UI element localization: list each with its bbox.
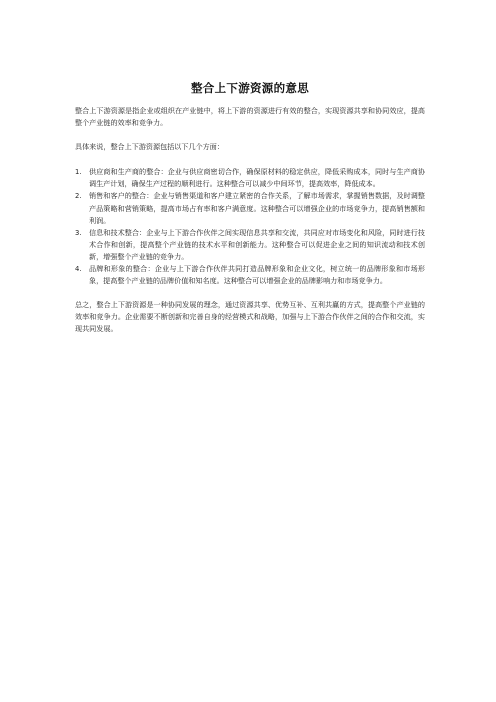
document-title: 整合上下游资源的意思 [191,81,309,95]
lead-paragraph: 具体来说，整合上下游资源包括以下几个方面： [75,142,224,152]
intro-paragraph: 整合上下游资源是指企业或组织在产业链中，将上下游的资源进行有效的整合，实现资源共享和协同效应，提高整个产业链的效率和竞争力。 [75,106,425,128]
list-item-text: 信息和技术整合：企业与上下游合作伙伴之间实现信息共享和交流，共同应对市场变化和风险，同时进行技术合作和创新，提高整个产业链的技术水平和创新能力。这种整合可以促进企业之间的知识流动和技术创新，增强整个产业链的竞争力。 [89,227,425,261]
list-item-text: 品牌和形象的整合：企业与上下游合作伙伴共同打造品牌形象和企业文化，树立统一的品牌形象和市场形象，提高整个产业链的品牌价值和知名度。这种整合可以增强企业的品牌影响力和市场竞争力。 [89,264,425,286]
list-item-text: 销售和客户的整合：企业与销售渠道和客户建立紧密的合作关系，了解市场需求，掌握销售数据，及时调整产品策略和营销策略，提高市场占有率和客户满意度。这种整合可以增强企业的市场竞争力，提高销售额和利润。 [89,191,425,225]
aspects-list [75,166,425,287]
list-item [75,263,425,287]
list-item [75,166,425,190]
list-item [75,190,425,226]
list-item-number: 4. [75,265,82,274]
document-body [75,80,425,336]
list-item-number: 1. [75,168,82,177]
conclusion-paragraph: 总之，整合上下游资源是一种协同发展的理念，通过资源共享、优势互补、互利共赢的方式，提高整个产业链的效率和竞争力。企业需要不断创新和完善自身的经营模式和战略，加强与上下游合作伙伴之间的合作和交流，实现共同发展。 [75,300,425,334]
list-item [75,227,425,263]
list-item-number: 3. [75,228,82,237]
list-item-text: 供应商和生产商的整合：企业与供应商密切合作，确保原材料的稳定供应，降低采购成本，同时与生产商协调生产计划，确保生产过程的顺利进行。这种整合可以减少中间环节，提高效率，降低成本。 [89,167,425,189]
list-item-number: 2. [75,192,82,201]
